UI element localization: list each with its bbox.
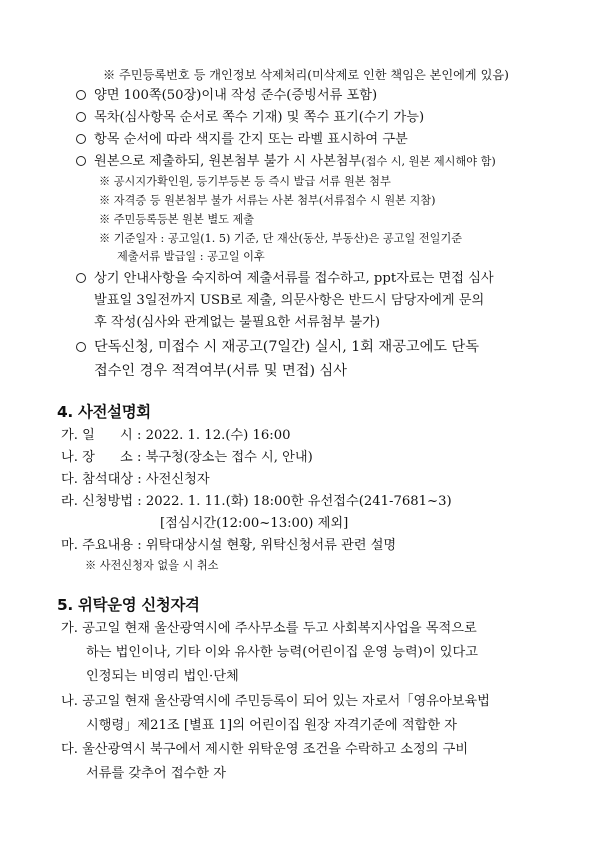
bullet-guidance-3: 후 작성(심사와 관계없는 불필요한 서류첨부 불가) <box>94 315 381 330</box>
circle-bullet-icon <box>76 273 86 283</box>
qualification-da-2: 서류를 갖추어 접수한 자 <box>86 766 226 781</box>
briefing-apply-method: 라. 신청방법 : 2022. 1. 11.(화) 18:00한 유선접수(241-7681~3) <box>61 494 452 509</box>
circle-bullet-icon <box>76 90 86 100</box>
bullet-guidance-1 <box>76 272 494 285</box>
bullet-single-applicant-1 <box>76 340 479 354</box>
bullet-guidance-2: 발표일 3일전까지 USB로 제출, 의문사항은 반드시 담당자에게 문의 <box>94 293 485 308</box>
circle-bullet-icon <box>76 342 86 352</box>
briefing-location: 나. 장 소 : 북구청(장소는 접수 시, 안내) <box>61 450 313 465</box>
bullet-text: 항목 순서에 따라 색지를 간지 또는 라벨 표시하여 구분 <box>94 132 408 147</box>
bullet-single-applicant-2: 접수인 경우 적격여부(서류 및 면접) 심사 <box>94 363 347 379</box>
note-reference-date: ※ 기준일자 : 공고일(1. 5) 기준, 단 재산(동산, 부동산)은 공고일 전일기준 <box>99 232 463 245</box>
bullet-text: 목차(심사항목 순서로 쪽수 기재) 및 쪽수 표기(수기 가능) <box>94 110 425 125</box>
note-license-copy: ※ 자격증 등 원본첨부 불가 서류는 사본 첨부(서류접수 시 원본 지참) <box>99 194 436 207</box>
bullet-text: 원본으로 제출하되, 원본첨부 불가 시 사본첨부 <box>94 154 362 169</box>
bullet-table-of-contents <box>76 111 424 124</box>
briefing-datetime: 가. 일 시 : 2022. 1. 12.(수) 16:00 <box>61 428 291 443</box>
bullet-text: 상기 안내사항을 숙지하여 제출서류를 접수하고, ppt자료는 면접 심사 <box>94 271 494 286</box>
bullet-text: 양면 100쪽(50장)이내 작성 준수(증빙서류 포함) <box>94 88 378 103</box>
bullet-text: 단독신청, 미접수 시 재공고(7일간) 실시, 1회 재공고에도 단독 <box>94 339 479 355</box>
bullet-original-submit <box>76 155 496 168</box>
note-issue-date: 제출서류 발급일 : 공고일 이후 <box>117 250 265 263</box>
briefing-attendees: 다. 참석대상 : 사전신청자 <box>61 472 210 487</box>
briefing-contents: 마. 주요내용 : 위탁대상시설 현황, 위탁신청서류 관련 설명 <box>61 538 397 553</box>
qualification-ga-1: 가. 공고일 현재 울산광역시에 주사무소를 두고 사회복지사업을 목적으로 <box>61 621 477 636</box>
circle-bullet-icon <box>76 112 86 122</box>
bullet-color-divider <box>76 133 408 146</box>
circle-bullet-icon <box>76 156 86 166</box>
qualification-na-1: 나. 공고일 현재 울산광역시에 주민등록이 되어 있는 자로서「영유아보육법 <box>61 694 490 709</box>
section-5-heading: 5. 위탁운영 신청자격 <box>57 596 200 614</box>
briefing-cancel-note: ※ 사전신청자 없을 시 취소 <box>85 559 219 572</box>
briefing-lunch-note: [점심시간(12:00~13:00) 제외] <box>160 516 349 531</box>
section-4-heading: 4. 사전설명회 <box>57 403 151 421</box>
bullet-page-limit <box>76 89 377 102</box>
note-personal-info: ※ 주민등록번호 등 개인정보 삭제처리(미삭제로 인한 책임은 본인에게 있음) <box>103 68 509 82</box>
bullet-small-text: (접수 시, 원본 제시해야 함) <box>361 155 496 168</box>
note-land-price: ※ 공시지가확인원, 등기부등본 등 즉시 발급 서류 원본 첨부 <box>99 175 391 188</box>
qualification-da-1: 다. 울산광역시 북구에서 제시한 위탁운영 조건을 수락하고 소정의 구비 <box>61 742 469 757</box>
qualification-ga-2: 하는 법인이나, 기타 이와 유사한 능력(어린이집 운영 능력)이 있다고 <box>86 645 478 660</box>
qualification-ga-3: 인정되는 비영리 법인·단체 <box>86 669 239 684</box>
note-resident-register: ※ 주민등록등본 원본 별도 제출 <box>99 213 255 226</box>
circle-bullet-icon <box>76 134 86 144</box>
qualification-na-2: 시행령」제21조 [별표 1]의 어린이집 원장 자격기준에 적합한 자 <box>86 718 457 733</box>
